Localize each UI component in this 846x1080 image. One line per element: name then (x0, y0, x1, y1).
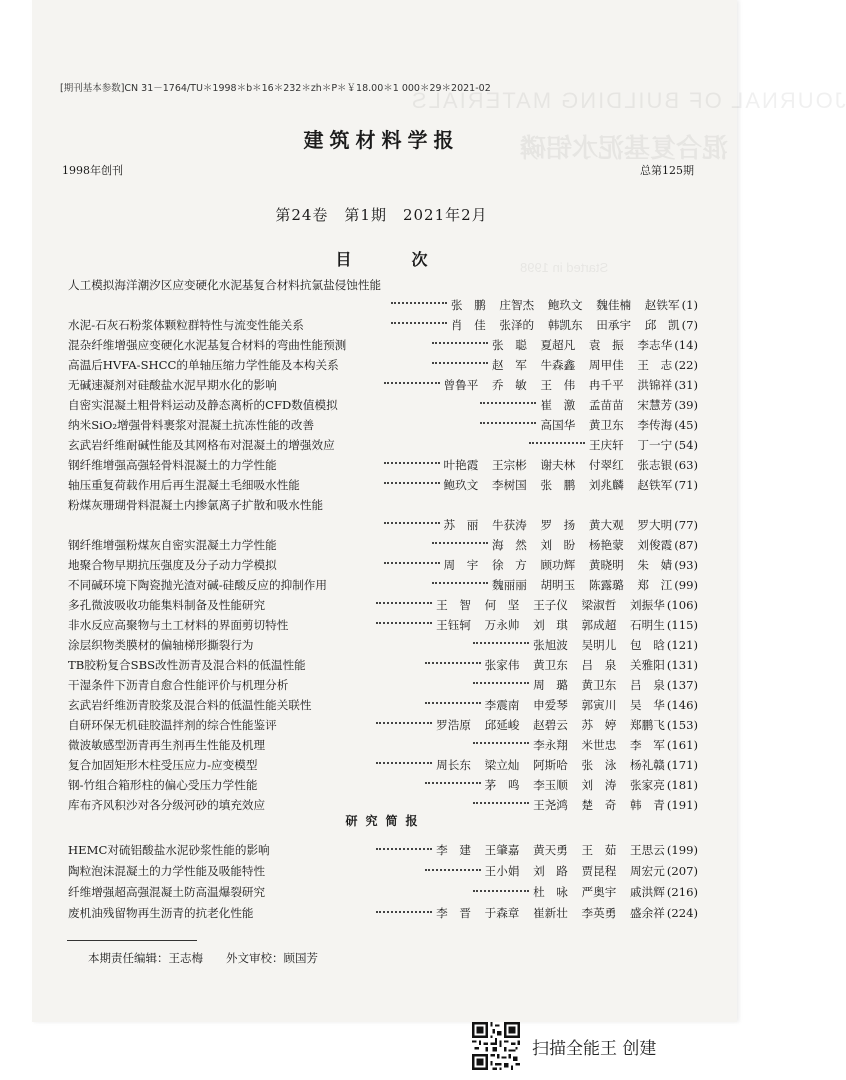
toc-entry (68, 882, 698, 903)
leader-dots (391, 322, 447, 324)
leader-dots (473, 682, 529, 684)
author-line (425, 655, 698, 675)
author-line (391, 315, 698, 335)
qr-code-icon (472, 1022, 520, 1070)
page-number: (14) (674, 338, 698, 352)
leader-dots (473, 642, 529, 644)
leader-dots (384, 522, 440, 524)
article-title: 陶粒泡沫混凝土的力学性能及吸能特性 (68, 864, 266, 878)
page-number: (181) (666, 778, 698, 792)
article-title: 微波敏感型沥青再生剂再生性能及机理 (68, 738, 266, 752)
footer-divider (67, 940, 197, 941)
article-title: TB胶粉复合SBS改性沥青及混合料的低温性能 (68, 658, 306, 672)
toc-entry (68, 415, 698, 435)
page-number: (45) (674, 418, 698, 432)
article-authors: 苏 丽 牛获涛 罗 扬 黄大观 罗大明 (443, 518, 673, 532)
leader-dots (425, 782, 481, 784)
leader-dots (384, 562, 440, 564)
article-title: 纤维增强超高强混凝土防高温爆裂研究 (68, 885, 266, 899)
article-authors: 李 建 王肇嘉 黄天勇 王 茹 王思云 (436, 843, 665, 857)
article-authors: 曾鲁平 乔 敏 王 伟 冉千平 洪锦祥 (443, 378, 673, 392)
journal-title: 建筑材料学报 (303, 128, 460, 152)
page-number: (171) (666, 758, 698, 772)
author-line (376, 615, 698, 635)
leader-dots (376, 722, 432, 724)
issue-info: 第24卷 第1期 2021年2月 (275, 206, 488, 224)
toc-entry (68, 475, 698, 495)
page-number: (63) (674, 458, 698, 472)
page-number: (7) (681, 318, 698, 332)
leader-dots (376, 762, 432, 764)
article-title: 高温后HVFA-SHCC的单轴压缩力学性能及本构关系 (68, 358, 339, 372)
toc-entry (68, 435, 698, 455)
page-number: (146) (666, 698, 698, 712)
article-authors: 肖 佳 张泽的 韩凯东 田承宇 邱 凯 (450, 318, 680, 332)
leader-dots (376, 911, 432, 913)
briefs-list (68, 840, 698, 924)
article-authors: 周 宇 徐 方 顾功辉 黄晓明 朱 婧 (443, 558, 673, 572)
toc-entry (68, 715, 698, 735)
article-authors: 张家伟 黄卫东 吕 泉 关雅阳 (484, 658, 665, 672)
leader-dots (376, 602, 432, 604)
leader-dots (473, 890, 529, 892)
article-authors: 赵 军 牛森鑫 周甲佳 王 志 (492, 358, 673, 372)
page-number: (161) (666, 738, 698, 752)
article-authors: 王庆轩 丁一宁 (588, 438, 673, 452)
leader-dots (432, 542, 488, 544)
author-line (384, 375, 698, 395)
article-title: HEMC对硫铝酸盐水泥砂浆性能的影响 (68, 843, 270, 857)
author-line (376, 715, 698, 735)
article-title: 多孔微波吸收功能集料制备及性能研究 (68, 598, 266, 612)
page-number: (207) (666, 864, 698, 878)
author-line (480, 415, 698, 435)
page-number: (115) (666, 618, 698, 632)
leader-dots (425, 662, 481, 664)
show-through-text: Started in 1998 (520, 260, 609, 275)
toc-entry (68, 555, 698, 575)
author-line (473, 735, 698, 755)
leader-dots (432, 582, 488, 584)
article-authors: 张 聪 夏超凡 袁 振 李志华 (492, 338, 673, 352)
article-authors: 周长东 梁立灿 阿斯哈 张 泳 杨礼赣 (436, 758, 665, 772)
toc-entry (68, 375, 698, 395)
author-line (376, 755, 698, 775)
page-number: (31) (674, 378, 698, 392)
author-line (384, 555, 698, 575)
page-number: (99) (674, 578, 698, 592)
article-authors: 王钰轲 万永帅 刘 琪 郭成超 石明生 (436, 618, 665, 632)
toc-entry (68, 355, 698, 375)
article-title: 废机油残留物再生沥青的抗老化性能 (68, 906, 254, 920)
page-number: (87) (674, 538, 698, 552)
article-authors: 鲍玖文 李树国 张 鹏 刘兆麟 赵铁军 (443, 478, 673, 492)
page-number: (121) (666, 638, 698, 652)
article-authors: 崔 激 孟苗苗 宋慧芳 (540, 398, 673, 412)
page-number: (153) (666, 718, 698, 732)
leader-dots (376, 622, 432, 624)
article-authors: 张旭波 吴明儿 包 晗 (533, 638, 665, 652)
author-line (473, 635, 698, 655)
article-title: 人工模拟海洋潮汐区应变硬化水泥基复合材料抗氯盐侵蚀性能 (68, 278, 382, 292)
page-number: (22) (674, 358, 698, 372)
article-title: 自研环保无机硅胶温拌剂的综合性能鉴评 (68, 718, 277, 732)
author-line (384, 475, 698, 495)
toc-entry (68, 840, 698, 861)
toc-entry (68, 335, 698, 355)
article-title: 库布齐风积沙对各分级河砂的填充效应 (68, 798, 266, 812)
leader-dots (473, 802, 529, 804)
article-title: 地聚合物早期抗压强度及分子动力学模拟 (68, 558, 277, 572)
page-number: (199) (666, 843, 698, 857)
author-line (480, 395, 698, 415)
leader-dots (425, 702, 481, 704)
section-heading-briefs: 研究简报 (345, 814, 426, 828)
page-number: (131) (666, 658, 698, 672)
article-title: 轴压重复荷载作用后再生混凝土毛细吸水性能 (68, 478, 300, 492)
leader-dots (529, 442, 585, 444)
article-authors: 魏丽丽 胡明玉 陈露璐 郑 江 (492, 578, 673, 592)
article-title: 粉煤灰珊瑚骨料混凝土内掺氯离子扩散和吸水性能 (68, 498, 324, 512)
author-line (425, 775, 698, 795)
leader-dots (391, 302, 447, 304)
article-title: 钢-竹组合箱形柱的偏心受压力学性能 (68, 778, 258, 792)
article-authors: 高国华 黄卫东 李传海 (540, 418, 673, 432)
founded-year: 1998年创刊 (62, 164, 123, 177)
toc-entry (68, 655, 698, 675)
total-issue-number: 总第125期 (640, 164, 694, 177)
leader-dots (432, 362, 488, 364)
page-number: (93) (674, 558, 698, 572)
article-authors: 王 智 何 坚 王子仪 梁淑哲 刘振华 (436, 598, 665, 612)
author-line (376, 903, 698, 924)
leader-dots (480, 422, 536, 424)
article-authors: 李震南 申爱琴 郭寅川 吴 华 (484, 698, 665, 712)
article-title: 水泥-石灰石粉浆体颗粒群特性与流变性能关系 (68, 318, 304, 332)
page-number: (191) (666, 798, 698, 812)
article-title: 纳米SiO₂增强骨料裹浆对混凝土抗冻性能的改善 (68, 418, 315, 432)
author-line (376, 840, 698, 861)
author-line (425, 695, 698, 715)
toc-entry (68, 455, 698, 475)
toc-entry (68, 495, 698, 535)
leader-dots (432, 342, 488, 344)
toc-entry (68, 595, 698, 615)
article-title: 干湿条件下沥青自愈合性能评价与机理分析 (68, 678, 289, 692)
leader-dots (473, 742, 529, 744)
leader-dots (384, 382, 440, 384)
author-line (425, 861, 698, 882)
article-authors: 海 然 刘 盼 杨艳蒙 刘俊霞 (492, 538, 673, 552)
article-title: 复合加固矩形木柱受压应力-应变模型 (68, 758, 258, 772)
toc-entry (68, 861, 698, 882)
page-number: (39) (674, 398, 698, 412)
article-authors: 李 晋 于森章 崔新壮 李英勇 盛余祥 (436, 906, 665, 920)
article-title: 玄武岩纤维沥青胶浆及混合料的低温性能关联性 (68, 698, 312, 712)
article-authors: 茅 鸣 李玉顺 刘 涛 张家亮 (484, 778, 665, 792)
article-authors: 张 鹏 庄智杰 鲍玖文 魏佳楠 赵铁军 (450, 298, 680, 312)
article-title: 钢纤维增强高强轻骨料混凝土的力学性能 (68, 458, 277, 472)
leader-dots (384, 462, 440, 464)
toc-entry (68, 635, 698, 655)
author-line (473, 675, 698, 695)
scanner-watermark (472, 1022, 656, 1070)
page-number: (216) (666, 885, 698, 899)
author-line (384, 515, 698, 535)
article-authors: 王尧鸿 楚 奇 韩 青 (533, 798, 665, 812)
page-number: (137) (666, 678, 698, 692)
article-title: 钢纤维增强粉煤灰自密实混凝土力学性能 (68, 538, 277, 552)
toc-entry (68, 735, 698, 755)
author-line (376, 595, 698, 615)
scanner-label: 扫描全能王 创建 (532, 1038, 657, 1059)
article-authors: 王小娟 刘 路 贾昆程 周宏元 (484, 864, 665, 878)
toc-entry (68, 775, 698, 795)
author-line (473, 882, 698, 903)
author-line (432, 355, 698, 375)
toc-entry (68, 315, 698, 335)
leader-dots (384, 482, 440, 484)
editors-line: 本期责任编辑：王志梅 外文审校：顾国芳 (88, 951, 318, 965)
toc-entry (68, 575, 698, 595)
page-number: (106) (666, 598, 698, 612)
toc-entry (68, 675, 698, 695)
page-number: (77) (674, 518, 698, 532)
show-through-text: JOURNAL OF BUILDING MATERIALS (410, 88, 846, 113)
toc-entry (68, 275, 698, 315)
toc-heading: 目 次 (335, 250, 450, 269)
author-line (391, 295, 698, 315)
author-line (432, 335, 698, 355)
article-title: 非水反应高聚物与土工材料的界面剪切特性 (68, 618, 289, 632)
article-title: 无碱速凝剂对硅酸盐水泥早期水化的影响 (68, 378, 277, 392)
page-number: (71) (674, 478, 698, 492)
toc-entry (68, 535, 698, 555)
article-authors: 李永翔 米世忠 李 军 (533, 738, 665, 752)
page-number: (54) (674, 438, 698, 452)
toc-entry (68, 755, 698, 775)
article-authors: 杜 咏 严奥宇 戚洪辉 (533, 885, 665, 899)
author-line (432, 575, 698, 595)
article-title: 自密实混凝土粗骨料运动及静态离析的CFD数值模拟 (68, 398, 338, 412)
page-number: (224) (666, 906, 698, 920)
author-line (384, 455, 698, 475)
article-title: 涂层织物类膜材的偏轴梯形撕裂行为 (68, 638, 254, 652)
article-title: 玄武岩纤维耐碱性能及其网格布对混凝土的增强效应 (68, 438, 335, 452)
toc-entry (68, 695, 698, 715)
journal-params: [期刊基本参数]CN 31－1764/TU＊1998＊b＊16＊232＊zh＊P＊￥18.00＊1 000＊29＊2021-02 (60, 83, 491, 94)
author-line (432, 535, 698, 555)
leader-dots (480, 402, 536, 404)
show-through-text: 混合复基泥水铝磷 (520, 133, 729, 163)
article-title: 不同碱环境下陶瓷抛光渣对碱-硅酸反应的抑制作用 (68, 578, 327, 592)
article-authors: 周 璐 黄卫东 吕 泉 (533, 678, 665, 692)
toc-entry (68, 903, 698, 924)
leader-dots (376, 848, 432, 850)
author-line (529, 435, 698, 455)
article-authors: 罗浩原 邱延峻 赵碧云 苏 婷 郑鹏飞 (436, 718, 665, 732)
page-number: (1) (681, 298, 698, 312)
leader-dots (425, 869, 481, 871)
article-authors: 叶艳霞 王宗彬 谢夫林 付翠红 张志银 (443, 458, 673, 472)
toc-entry (68, 615, 698, 635)
toc-list (68, 275, 698, 815)
toc-entry (68, 395, 698, 415)
article-title: 混杂纤维增强应变硬化水泥基复合材料的弯曲性能预测 (68, 338, 347, 352)
